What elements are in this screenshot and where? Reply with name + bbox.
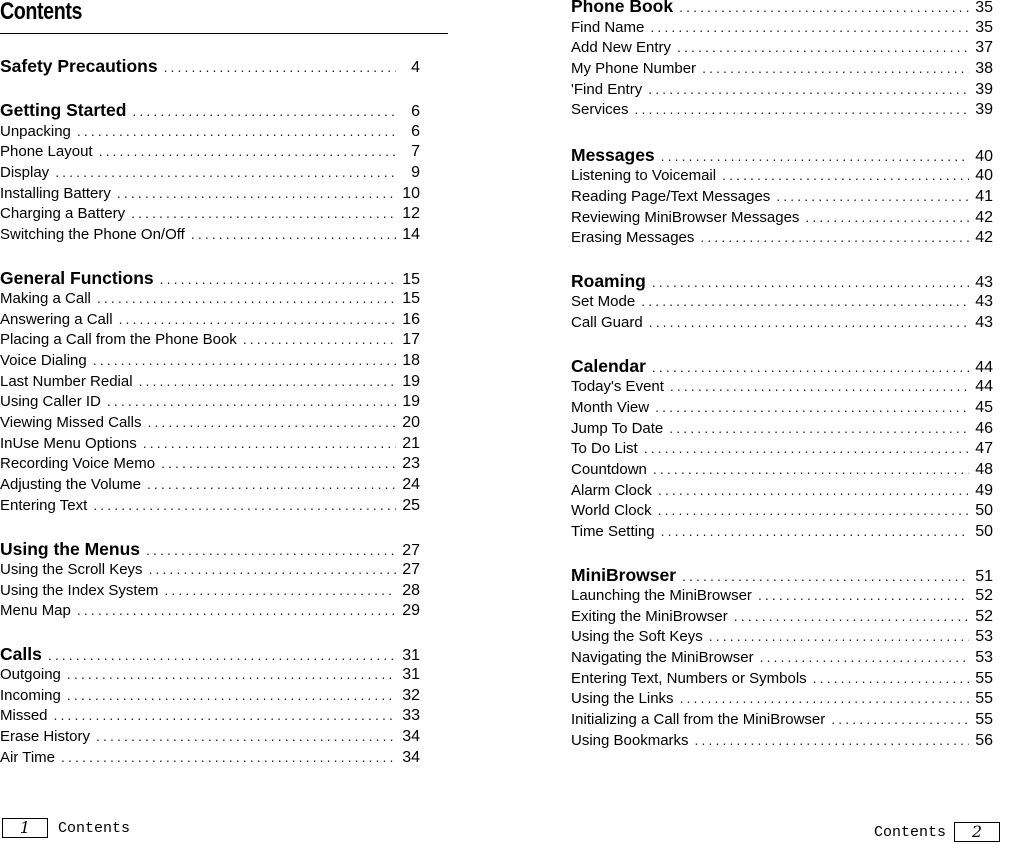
toc-page-number: 43: [975, 314, 993, 331]
dot-leader: [97, 290, 396, 306]
toc-section-heading: [0, 644, 420, 665]
toc-section-heading: [0, 539, 420, 560]
toc-entry-label: Calls: [0, 644, 42, 664]
toc-entry: [0, 414, 420, 432]
toc-page-number: 55: [975, 670, 993, 687]
toc-entry: [571, 60, 993, 78]
toc-entry-label: Safety Precautions: [0, 56, 158, 76]
dot-leader: [77, 123, 396, 139]
dot-leader: [695, 732, 969, 748]
toc-entry: [571, 461, 993, 479]
toc-page-number: 25: [402, 497, 420, 514]
toc-entry: [571, 670, 993, 688]
dot-leader: [149, 561, 396, 577]
toc-entry-label: Reviewing MiniBrowser Messages: [571, 209, 800, 226]
dot-leader: [670, 378, 969, 394]
toc-page-number: 14: [402, 226, 420, 243]
dot-leader: [107, 393, 396, 409]
toc-entry-label: Last Number Redial: [0, 373, 133, 390]
toc-entry: [0, 226, 420, 244]
dot-leader: [119, 311, 396, 327]
toc-entry-label: Month View: [571, 399, 650, 416]
dot-leader: [831, 711, 969, 727]
toc-entry-label: Charging a Battery: [0, 205, 126, 222]
dot-leader: [96, 728, 396, 744]
dot-leader: [700, 229, 969, 245]
dot-leader: [652, 359, 969, 375]
toc-entry-label: Display: [0, 164, 50, 181]
toc-entry-label: Erasing Messages: [571, 229, 695, 246]
dot-leader: [669, 420, 969, 436]
footer-left: [2, 818, 130, 838]
toc-entry: [571, 732, 993, 750]
toc-entry: [0, 331, 420, 349]
toc-entry-label: Using Bookmarks: [571, 732, 689, 749]
toc-page-number: 12: [402, 205, 420, 222]
toc-page-number: 39: [975, 81, 993, 98]
dot-leader: [48, 647, 396, 663]
toc-entry-label: Jump To Date: [571, 420, 664, 437]
toc-entry: [571, 229, 993, 247]
toc-entry: [0, 352, 420, 370]
toc-entry-label: 'Find Entry: [571, 81, 643, 98]
toc-entry: [0, 164, 420, 182]
dot-leader: [77, 602, 396, 618]
toc-entry: [0, 476, 420, 494]
dot-leader: [55, 164, 396, 180]
toc-page-number: 34: [402, 728, 420, 745]
toc-page-number: 44: [975, 359, 993, 376]
dot-leader: [147, 476, 396, 492]
dot-leader: [139, 373, 396, 389]
toc-page-number: 18: [402, 352, 420, 369]
toc-page-number: 17: [402, 331, 420, 348]
toc-entry-label: Answering a Call: [0, 311, 113, 328]
toc-entry-label: To Do List: [571, 440, 638, 457]
toc-entry: [571, 19, 993, 37]
toc-entry: [0, 373, 420, 391]
page-number-box: 2: [954, 822, 1000, 842]
toc-entry-label: Making a Call: [0, 290, 91, 307]
toc-entry-label: Exiting the MiniBrowser: [571, 608, 728, 625]
toc-page-number: 48: [975, 461, 993, 478]
dot-leader: [641, 293, 969, 309]
footer-label: Contents: [58, 819, 131, 837]
toc-page-number: 28: [402, 582, 420, 599]
toc-section-heading: [0, 268, 420, 289]
toc-page-number: 16: [402, 311, 420, 328]
toc-entry: [0, 290, 420, 308]
toc-page-number: 24: [402, 476, 420, 493]
toc-entry-label: Missed: [0, 707, 48, 724]
dot-leader: [132, 103, 396, 119]
dot-leader: [191, 226, 396, 242]
toc-page-number: 20: [402, 414, 420, 431]
toc-entry: [0, 602, 420, 620]
toc-entry-label: General Functions: [0, 268, 154, 288]
toc-entry-label: World Clock: [571, 502, 652, 519]
toc-entry-label: Using the Index System: [0, 582, 159, 599]
toc-entry: [0, 435, 420, 453]
toc-entry: [571, 378, 993, 396]
toc-entry: [0, 497, 420, 515]
toc-entry-label: Countdown: [571, 461, 647, 478]
toc-entry: [0, 123, 420, 141]
toc-entry: [0, 393, 420, 411]
toc-entry: [571, 81, 993, 99]
dot-leader: [734, 608, 969, 624]
toc-entry-label: InUse Menu Options: [0, 435, 137, 452]
toc-section-heading: [571, 565, 993, 586]
dot-leader: [658, 482, 969, 498]
toc-entry: [0, 311, 420, 329]
toc-page-number: 4: [411, 59, 420, 76]
toc-entry-label: Air Time: [0, 749, 56, 766]
toc-entry: [571, 399, 993, 417]
toc-entry: [571, 293, 993, 311]
dot-leader: [679, 0, 969, 15]
dot-leader: [813, 670, 969, 686]
dot-leader: [805, 209, 969, 225]
dot-leader: [758, 587, 969, 603]
dot-leader: [164, 59, 396, 75]
toc-entry-label: Getting Started: [0, 100, 127, 120]
toc-section-heading: [571, 356, 993, 377]
toc-entry: [571, 482, 993, 500]
toc-page-number: 50: [975, 502, 993, 519]
toc-entry-label: Find Name: [571, 19, 645, 36]
dot-leader: [776, 188, 969, 204]
toc-page-number: 27: [402, 561, 420, 578]
dot-leader: [160, 271, 396, 287]
toc-page-number: 43: [975, 293, 993, 310]
toc-page-number: 46: [975, 420, 993, 437]
dot-leader: [661, 523, 969, 539]
toc-page-number: 23: [402, 455, 420, 472]
toc-entry-label: Using the Links: [571, 690, 674, 707]
toc-page-number: 21: [402, 435, 420, 452]
toc-entry: [571, 101, 993, 119]
toc-entry: [571, 649, 993, 667]
toc-page-number: 40: [975, 148, 993, 165]
toc-page-number: 42: [975, 229, 993, 246]
toc-entry: [571, 608, 993, 626]
toc-entry-label: Call Guard: [571, 314, 643, 331]
dot-leader: [67, 687, 396, 703]
toc-page-number: 41: [975, 188, 993, 205]
toc-section-heading: [571, 271, 993, 292]
toc-entry: [571, 711, 993, 729]
toc-entry-label: Entering Text: [0, 497, 88, 514]
dot-leader: [117, 185, 396, 201]
toc-entry-label: MiniBrowser: [571, 565, 677, 585]
dot-leader: [67, 666, 396, 682]
toc-entry: [571, 209, 993, 227]
toc-page-number: 55: [975, 711, 993, 728]
toc-entry-label: Phone Layout: [0, 143, 93, 160]
toc-entry: [0, 707, 420, 725]
toc-page-number: 34: [402, 749, 420, 766]
toc-entry-label: Using the Scroll Keys: [0, 561, 143, 578]
dot-leader: [99, 143, 396, 159]
toc-entry-label: Roaming: [571, 271, 646, 291]
toc-entry-label: Set Mode: [571, 293, 636, 310]
toc-entry-label: Alarm Clock: [571, 482, 652, 499]
dot-leader: [644, 440, 969, 456]
toc-page-number: 53: [975, 649, 993, 666]
toc-entry: [571, 587, 993, 605]
dot-leader: [677, 39, 969, 55]
toc-entry: [571, 314, 993, 332]
toc-section-heading: [0, 100, 420, 121]
dot-leader: [93, 497, 396, 513]
toc-entry-label: Installing Battery: [0, 185, 111, 202]
toc-section-heading: [0, 56, 420, 77]
dot-leader: [661, 148, 969, 164]
footer-label: Contents: [874, 823, 947, 841]
toc-page-number: 35: [975, 0, 993, 16]
toc-entry-label: Launching the MiniBrowser: [571, 587, 752, 604]
dot-leader: [649, 314, 969, 330]
toc-page-number: 19: [402, 373, 420, 390]
toc-page-number: 40: [975, 167, 993, 184]
toc-entry: [571, 167, 993, 185]
toc-page-number: 19: [402, 393, 420, 410]
toc-entry-label: Switching the Phone On/Off: [0, 226, 185, 243]
toc-page-number: 56: [975, 732, 993, 749]
toc-page-number: 47: [975, 440, 993, 457]
toc-entry-label: Reading Page/Text Messages: [571, 188, 771, 205]
dot-leader: [648, 81, 969, 97]
dot-leader: [161, 455, 396, 471]
toc-entry-label: Menu Map: [0, 602, 71, 619]
toc-entry: [571, 188, 993, 206]
toc-entry: [0, 728, 420, 746]
toc-page-number: 29: [402, 602, 420, 619]
toc-entry-label: Using the Soft Keys: [571, 628, 703, 645]
dot-leader: [709, 628, 969, 644]
toc-page-number: 52: [975, 587, 993, 604]
toc-entry: [571, 440, 993, 458]
toc-entry-label: Add New Entry: [571, 39, 672, 56]
toc-entry: [571, 523, 993, 541]
dot-leader: [652, 274, 969, 290]
toc-entry-label: Time Setting: [571, 523, 655, 540]
toc-page-number: 35: [975, 19, 993, 36]
dot-leader: [143, 435, 396, 451]
toc-page-number: 31: [402, 647, 420, 664]
dot-leader: [146, 542, 396, 558]
toc-entry-label: Recording Voice Memo: [0, 455, 156, 472]
dot-leader: [635, 101, 969, 117]
dot-leader: [760, 649, 969, 665]
dot-leader: [702, 60, 969, 76]
toc-entry-label: Navigating the MiniBrowser: [571, 649, 754, 666]
toc-entry-label: Listening to Voicemail: [571, 167, 717, 184]
dot-leader: [164, 582, 396, 598]
dot-leader: [243, 331, 396, 347]
toc-page-number: 53: [975, 628, 993, 645]
toc-entry-label: Initializing a Call from the MiniBrowser: [571, 711, 826, 728]
page-number-box: 1: [2, 818, 48, 838]
toc-entry: [0, 561, 420, 579]
toc-page-number: 7: [411, 143, 420, 160]
footer-right: [874, 822, 1000, 842]
toc-entry-label: Erase History: [0, 728, 91, 745]
toc-page-number: 51: [975, 568, 993, 585]
toc-entry: [571, 420, 993, 438]
toc-entry-label: Calendar: [571, 356, 646, 376]
toc-entry: [0, 185, 420, 203]
toc-entry: [571, 628, 993, 646]
dot-leader: [722, 167, 969, 183]
toc-page-number: 15: [402, 271, 420, 288]
toc-entry-label: Using Caller ID: [0, 393, 101, 410]
dot-leader: [54, 707, 396, 723]
toc-entry: [571, 690, 993, 708]
toc-entry-label: Outgoing: [0, 666, 61, 683]
toc-page-number: 45: [975, 399, 993, 416]
toc-entry: [0, 666, 420, 684]
toc-page-number: 27: [402, 542, 420, 559]
toc-page-number: 49: [975, 482, 993, 499]
toc-entry: [0, 455, 420, 473]
dot-leader: [131, 205, 396, 221]
toc-entry-label: Voice Dialing: [0, 352, 87, 369]
toc-page-number: 9: [411, 164, 420, 181]
dot-leader: [653, 461, 969, 477]
toc-page-number: 52: [975, 608, 993, 625]
toc-page-number: 50: [975, 523, 993, 540]
toc-page-number: 6: [411, 123, 420, 140]
toc-page-number: 44: [975, 378, 993, 395]
toc-page-number: 43: [975, 274, 993, 291]
toc-page-number: 37: [975, 39, 993, 56]
dot-leader: [682, 568, 969, 584]
toc-page-number: 33: [402, 707, 420, 724]
toc-entry: [571, 502, 993, 520]
toc-section-heading: [571, 0, 993, 17]
toc-entry-label: My Phone Number: [571, 60, 697, 77]
toc-page-number: 10: [402, 185, 420, 202]
dot-leader: [147, 414, 396, 430]
dot-leader: [61, 749, 396, 765]
toc-page-number: 6: [411, 103, 420, 120]
toc-entry-label: Today's Event: [571, 378, 664, 395]
toc-page-number: 31: [402, 666, 420, 683]
toc-entry-label: Messages: [571, 145, 655, 165]
toc-entry: [571, 39, 993, 57]
toc-entry-label: Incoming: [0, 687, 61, 704]
dot-leader: [658, 502, 969, 518]
dot-leader: [680, 690, 969, 706]
toc-entry-label: Adjusting the Volume: [0, 476, 141, 493]
toc-page-number: 39: [975, 101, 993, 118]
dot-leader: [93, 352, 396, 368]
page-title: Contents: [0, 0, 82, 25]
toc-entry-label: Phone Book: [571, 0, 674, 16]
toc-page-number: 32: [402, 687, 420, 704]
toc-page-number: 42: [975, 209, 993, 226]
toc-entry-label: Using the Menus: [0, 539, 141, 559]
toc-entry-label: Entering Text, Numbers or Symbols: [571, 670, 807, 687]
toc-entry-label: Unpacking: [0, 123, 71, 140]
toc-entry: [0, 143, 420, 161]
toc-entry-label: Services: [571, 101, 629, 118]
toc-entry: [0, 205, 420, 223]
toc-entry: [0, 749, 420, 767]
dot-leader: [655, 399, 969, 415]
toc-entry-label: Placing a Call from the Phone Book: [0, 331, 237, 348]
toc-page-number: 55: [975, 690, 993, 707]
title-rule: [0, 33, 448, 34]
toc-page-number: 15: [402, 290, 420, 307]
dot-leader: [650, 19, 969, 35]
toc-entry: [0, 582, 420, 600]
toc-page-number: 38: [975, 60, 993, 77]
toc-entry-label: Viewing Missed Calls: [0, 414, 142, 431]
toc-entry: [0, 687, 420, 705]
toc-section-heading: [571, 145, 993, 166]
